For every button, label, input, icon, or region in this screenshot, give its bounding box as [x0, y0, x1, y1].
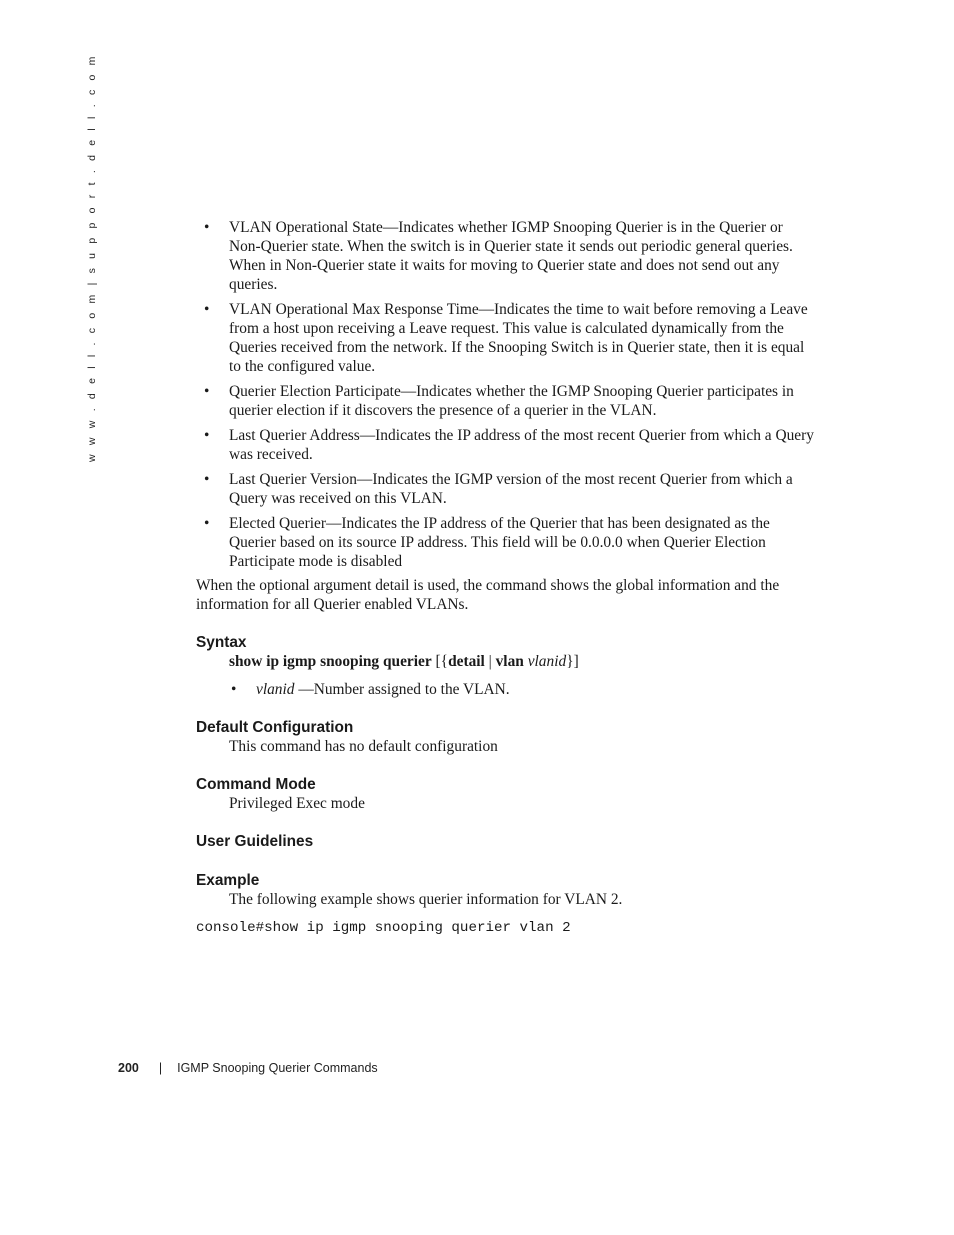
syntax-command: show ip igmp snooping querier — [229, 653, 432, 670]
side-url-text: w w w . d e l l . c o m | s u p p o r t . d e l l . c o m — [86, 53, 98, 462]
example-code: console#show ip igmp snooping querier vlan 2 — [196, 920, 571, 936]
list-item: • Last Querier Address—Indicates the IP address of the most recent Querier from which a Query was received. — [196, 426, 816, 464]
param-desc: —Number assigned to the VLAN. — [294, 681, 510, 698]
syntax-open: [{ — [431, 653, 449, 670]
page-number: 200 — [118, 1061, 139, 1075]
page-content — [196, 218, 816, 938]
syntax-line — [229, 652, 816, 671]
syntax-vlan: vlan — [495, 653, 524, 670]
syntax-heading: Syntax — [196, 634, 247, 651]
default-config-text: This command has no default configuration — [229, 738, 498, 755]
list-item: • VLAN Operational Max Response Time—Indicates the time to wait before removing a Leave from a host upon receiving a Leave request. This value is calculated dynamically from the Queries received from the network. If the Snooping Switch is in Querier state, then it is equal to the configured value. — [196, 300, 816, 376]
example-heading: Example — [196, 872, 260, 889]
list-item: • Querier Election Participate—Indicates whether the IGMP Snooping Querier participates in querier election if it discovers the presence of a querier in the VLAN. — [196, 382, 816, 420]
user-guidelines-heading: User Guidelines — [196, 833, 314, 850]
default-config-heading: Default Configuration — [196, 719, 354, 736]
parameter-list — [229, 680, 816, 699]
list-item: • Last Querier Version—Indicates the IGMP version of the most recent Querier from which a Query was received on this VLAN. — [196, 470, 816, 508]
syntax-pipe: | — [484, 653, 496, 670]
footer-separator: | — [158, 1061, 163, 1075]
example-text: The following example shows querier information for VLAN 2. — [229, 891, 623, 908]
page-footer — [118, 1061, 378, 1075]
list-item — [229, 680, 816, 699]
list-item: • Elected Querier—Indicates the IP address of the Querier that has been designated as the Querier based on its source IP address. This field will be 0.0.0.0 when Querier Election Participate mode is disabled — [196, 514, 816, 571]
field-description-list — [196, 218, 816, 571]
command-mode-heading: Command Mode — [196, 776, 316, 793]
detail-paragraph: When the optional argument detail is used, the command shows the global information and the information for all Querier enabled VLANs. — [196, 577, 780, 613]
syntax-vlanid: vlanid — [527, 653, 567, 670]
chapter-title: IGMP Snooping Querier Commands — [177, 1061, 378, 1075]
command-mode-text: Privileged Exec mode — [229, 795, 365, 812]
param-name: vlanid — [256, 681, 295, 698]
side-url-strip — [84, 53, 100, 462]
syntax-close: }] — [566, 653, 579, 670]
list-item: • VLAN Operational State—Indicates whether IGMP Snooping Querier is in the Querier or Non-Querier state. When the switch is in Querier state it sends out periodic general queries. When in Non-Querier state it waits for moving to Querier state and does not send out any queries. — [196, 218, 816, 294]
syntax-detail: detail — [448, 653, 485, 670]
